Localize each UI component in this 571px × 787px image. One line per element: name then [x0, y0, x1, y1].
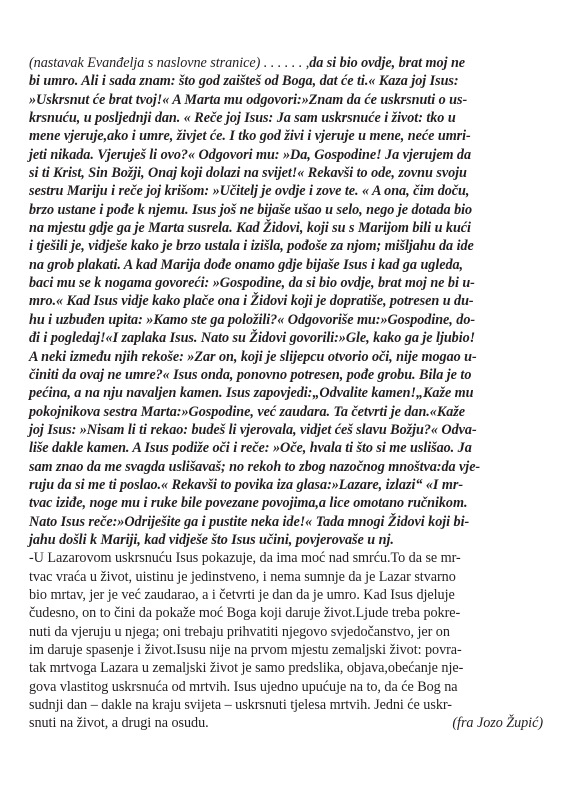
gospel-line: joj Isus: »Nisam li ti rekao: budeš li vjerovala, vidjet ćeš slavu Božju?« Odva- — [29, 421, 477, 438]
commentary-line: -U Lazarovom uskrsnuću Isus pokazuje, da ima moć nad smrću.To da se mr- — [29, 550, 461, 567]
gospel-line: tvac iziđe, noge mu i ruke bile povezane povojima,a lice omotano ručnikom. — [29, 495, 468, 512]
author-signature: (fra Jozo Župić) — [452, 715, 543, 732]
gospel-line: na mjestu gdje ga je Marta susrela. Kad Židovi, koji su s Marijom bili u kući — [29, 220, 471, 237]
gospel-line: A neki između njih rekoše: »Zar on, koji je slijepcu otvorio oči, nije mogao u- — [29, 348, 477, 365]
gospel-line: si ti Krist, Sin Božji, Onaj koji dolazi na svijet!« Rekavši to ode, zovnu svoju — [29, 165, 467, 182]
gospel-line: pećina, a na nju navaljen kamen. Isus zapovjedi:„Odvalite kamen!„Kaže mu — [29, 385, 474, 402]
gospel-line: liše dakle kamen. A Isus podiže oči i reče: »Oče, hvala ti što si me uslišao. Ja — [29, 440, 472, 457]
gospel-text — [29, 54, 549, 549]
gospel-line: Nato Isus reče:»Odriješite ga i pustite neka ide!« Tada mnogi Židovi koji bi- — [29, 513, 470, 530]
gospel-line: činiti da ovaj ne umre?« Isus onda, ponovno potresen, pođe grobu. Bila je to — [29, 366, 472, 383]
gospel-line: mro.« Kad Isus vidje kako plače ona i Židovi koji je dopratiše, potresen u du- — [29, 293, 474, 310]
gospel-line: đi i pogledaj!«I zaplaka Isus. Nato su Židovi govorili:»Gle, kako ga je ljubio! — [29, 330, 476, 347]
commentary-line — [29, 714, 549, 732]
commentary-text — [29, 549, 549, 732]
gospel-line: sam znao da me svagda uslišavaš; no rekoh to zbog nazočnog mnoštva:da vje- — [29, 458, 481, 475]
commentary-line: čudesno, on to čini da pokaže moć Boga koji daruje život.Ljude treba pokre- — [29, 605, 461, 622]
commentary-line: sudnji dan – dakle na kraju svijeta – uskrsnuti tjelesa mrtvih. Jedni će uskr- — [29, 697, 452, 714]
commentary-line: gova vlastitog uskrsnuća od mrtvih. Isus ujedno upućuje na to, da će Bog na — [29, 678, 458, 695]
continuation-note: (nastavak Evanđelja s naslovne stranice) . . . . . . , — [29, 55, 310, 71]
gospel-line: brzo ustane i pođe k njemu. Isus još ne bijaše ušao u selo, nego je dotada bio — [29, 201, 473, 218]
gospel-line: ruju da si me ti poslao.« Rekavši to povika iza glasa:»Lazare, izlazi“ «I mr- — [29, 476, 464, 493]
gospel-line: jahu došli k Mariji, kad vidješe što Isus učini, povjerovaše u nj. — [29, 531, 394, 548]
gospel-line: »Uskrsnut će brat tvoj!« A Marta mu odgovori:»Znam da će uskrsnuti o us- — [29, 91, 468, 108]
commentary-line: im daruje spasenje i život.Isusu nije na prvom mjestu zemaljski život: povra- — [29, 642, 462, 658]
article-page — [29, 54, 549, 733]
gospel-line: hu i uzbuđen upita: »Kamo ste ga položili?« Odgovoriše mu:»Gospodine, do- — [29, 311, 476, 328]
commentary-line: tvac vraća u život, uistinu je jedinstveno, i nema sumnje da je Lazar stvarno — [29, 568, 456, 585]
gospel-line: (nastavak Evanđelja s naslovne stranice) . . . . . . ,da si bio ovdje, brat moj ne — [29, 55, 466, 71]
commentary-line: bio mrtav, jer je već zaudarao, a i četvrti je dan da je umro. Kad Isus djeluje — [29, 586, 455, 603]
gospel-line: mene vjeruje,ako i umre, živjet će. I tko god živi i vjeruje u mene, neće umri- — [29, 128, 471, 145]
gospel-line: na grob plakati. A kad Marija dođe onamo gdje bijaše Isus i kad ga ugleda, — [29, 256, 464, 273]
gospel-line: jeti nikada. Vjeruješ li ovo?« Odgovori mu: »Da, Gospodine! Ja vjerujem da — [29, 146, 472, 163]
gospel-line: i tješili je, vidješe kako je brzo ustala i izišla, pođoše za njom; mišljahu da ide — [29, 238, 474, 255]
gospel-line: sestru Mariju i reče joj krišom: »Učitelj je ovdje i zove te. « A ona, čim doču, — [29, 183, 470, 200]
commentary-line: tak mrtvoga Lazara u zemaljski život je samo predslika, objava,obećanje nje- — [29, 660, 464, 677]
gospel-line: baci mu se k nogama govoreći: »Gospodine, da si bio ovdje, brat moj ne bi u- — [29, 275, 475, 292]
commentary-last-line: snuti na život, a drugi na osudu. — [29, 715, 209, 732]
gospel-line: krsnuću, u posljednji dan. « Reče joj Isus: Ja sam uskrsnuće i život: tko u — [29, 110, 456, 127]
commentary-line: nuti da vjeruju u njega; oni trebaju prihvatiti njegovo svjedočanstvo, jer on — [29, 623, 450, 640]
gospel-line: pokojnikova sestra Marta:»Gospodine, već zaudara. Ta četvrti je dan.«Kaže — [29, 403, 466, 420]
gospel-line: bi umro. Ali i sada znam: što god zaišteš od Boga, dat će ti.« Kaza joj Isus: — [29, 73, 459, 90]
